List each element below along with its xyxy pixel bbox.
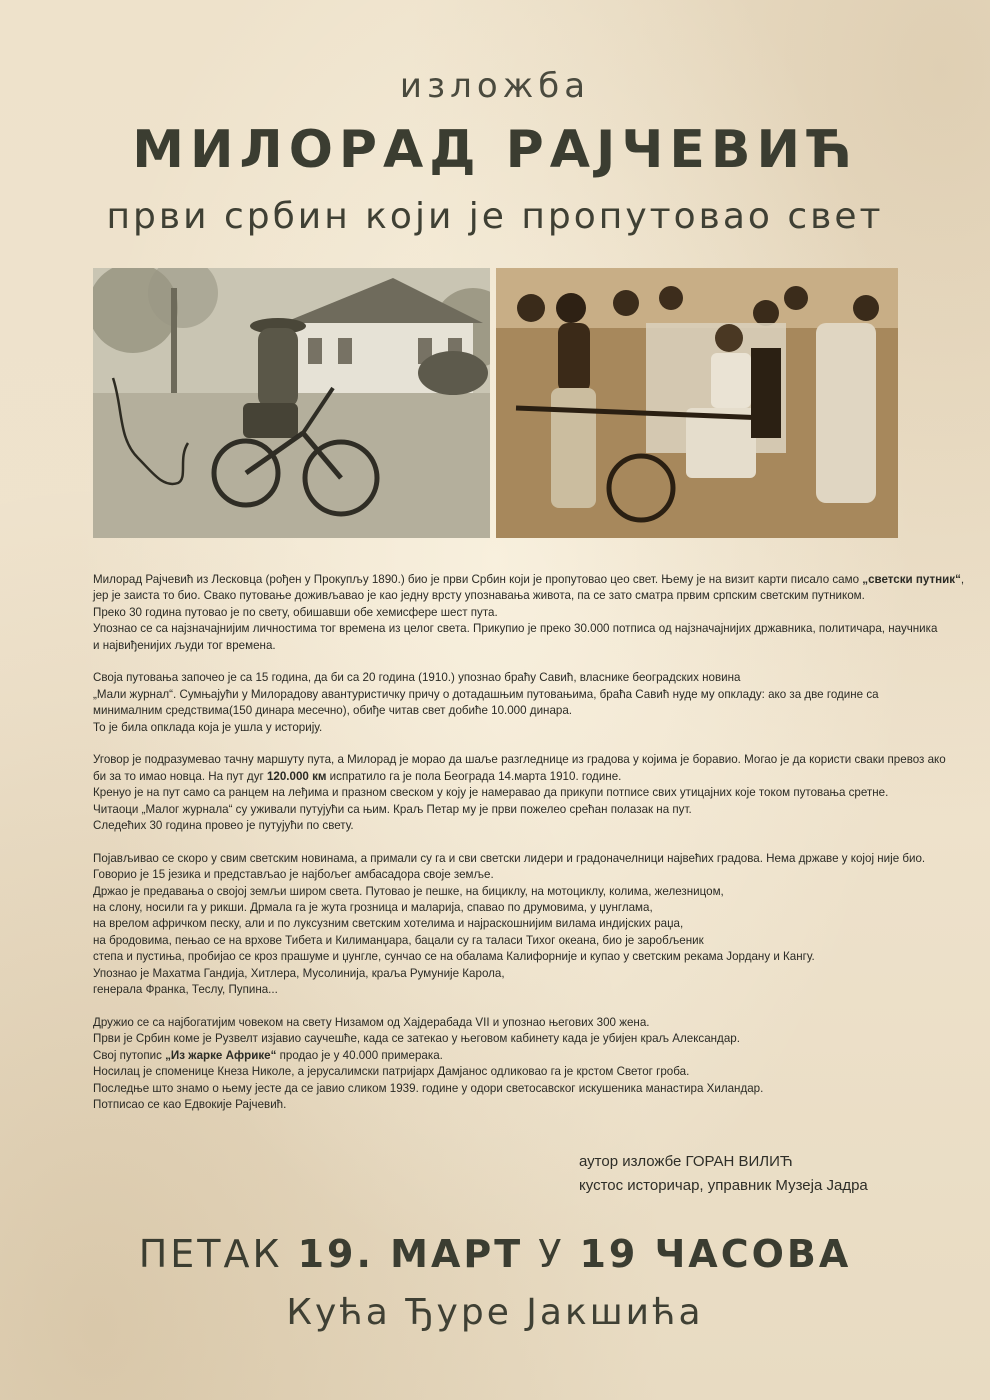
author-role: кустос историчар, управник Музеја Јадра [579,1177,868,1194]
author-credit: аутор изложбе ГОРАН ВИЛИЋ [579,1153,793,1170]
photo-motorcycle [93,268,490,538]
bio-paragraph: Своја путовања започео је са 15 година, да би са 20 година (1910.) упознао браћу Савић, власнике београдских новина „Мали журнал“. Сумњајући у Милорадову авантуристичку причу о дотадашњим путовањима, браћа Савић нуде му опкладу: ако за две године са минималним средствима(150 динара месечно), обиђе читав свет добиће 10.000 динара. То је била опклада која је ушла у историју. [93,671,879,734]
biography-text [93,572,965,1130]
event-preposition: У [538,1232,565,1276]
exhibition-title-name: МИЛОРАД РАЈЧЕВИЋ [132,120,858,180]
bio-paragraph: Уговор је подразумевао тачну маршуту пута, а Милорад је морао да шаље разгледнице из градова у којима је боравио. Могао је да користи сваки превоз ако би за то имао новца. На пут дуг 120.000 км испратило га је пола Београда 14.марта 1910. године. Кренуо је на пут само са ранцем на леђима и празном свеском у коју је намеравао да прикупи потписе свих утицајних које током путовања сретне. Читаоци „Малог журнала“ су уживали путујући са њим. Краљ Петар му је први пожелео срећан полазак на пут. Следећих 30 година провео је путујући по свету. [93,753,946,833]
event-time: 19 ЧАСОВА [579,1232,852,1276]
event-day: ПЕТАК [138,1232,283,1276]
book-title: „Из жарке Африке“ [165,1048,277,1062]
exhibition-kicker: изложба [399,66,591,106]
distance-value: 120.000 км [266,769,327,783]
event-date: 19. МАРТ [297,1232,524,1276]
rickshaw-photo-image [496,268,898,538]
bio-paragraph: Милорад Рајчевић из Лесковца (рођен у Прокупљу 1890.) био је први Србин који је пропутовао цео свет. Њему је на визит карти писало само „светски путник“, јер је заиста то био. Свако путовање доживљавао је као једну врсту упознавања живота, па се зато сматра првим српским светским путником. Преко 30 година путовао је по свету, обишавши обе хемисфере шест пута. Упознао се са најзначајнијим личностима тог времена из целог света. Прикупио је преко 30.000 потписа од најзначајнијих државника, политичара, научника и највиђенијих људи тог времена. [93,573,965,652]
bio-paragraph: Појављивао се скоро у свим светским новинама, а примали су га и сви светски лидери и градоначелници највећих градова. Нема државе у којој није био. Говорио је 15 језика и представљао је најбољег амбасадора своје земље. Држао је предавања о својој земљи широм света. Путовао је пешке, на бициклу, на мотоциклу, колима, железницом, на слону, носили га у рикши. Дрмала га је жута грозница и маларија, спавао по друмовима, у џунглама, на врелом афричком песку, али и по луксузним светским хотелима и најраскошнијим вилама индијских раџа, на бродовима, пењао се на врхове Тибета и Килиманџара, бацали су га таласи Тихог океана, био је заробљеник степа и пустиња, пробијао се кроз прашуме и џунгле, сунчао се на обалама Калифорније и купао у светским рекама Јордану и Кангу. Упознао је Махатма Гандија, Хитлера, Мусолинија, краља Румуније Карола, генерала Франка, Теслу, Пупина... [93,851,926,997]
event-date-time [0,1232,990,1276]
exhibition-credits [579,1150,909,1198]
exhibition-subtitle: први србин који је пропутовао свет [106,196,884,237]
event-venue: Кућа Ђуре Јакшића [286,1292,704,1333]
world-traveler-phrase: „светски путник“ [862,573,961,586]
motorcycle-photo-image [93,268,490,538]
bio-paragraph: Дружио се са најбогатијим човеком на свету Низамом од Хајдерабада VII и упознао његових 300 жена. Први је Србин коме је Рузвелт изјавио саучешће, када се затекао у његовом кабинету када је убијен краљ Александар. Свој путопис „Из жарке Африке“ продао је у 40.000 примерака. Носилац је споменице Кнеза Николе, а јерусалимски патријарх Дамјанос одликовао га је крстом Светог гроба. Последње што знамо о њему јесте да се јавио сликом 1939. године у одори светосавског искушеника манастира Хиландар. Потписао се као Едвокије Рајчевић. [93,1015,764,1111]
photo-rickshaw [496,268,898,538]
